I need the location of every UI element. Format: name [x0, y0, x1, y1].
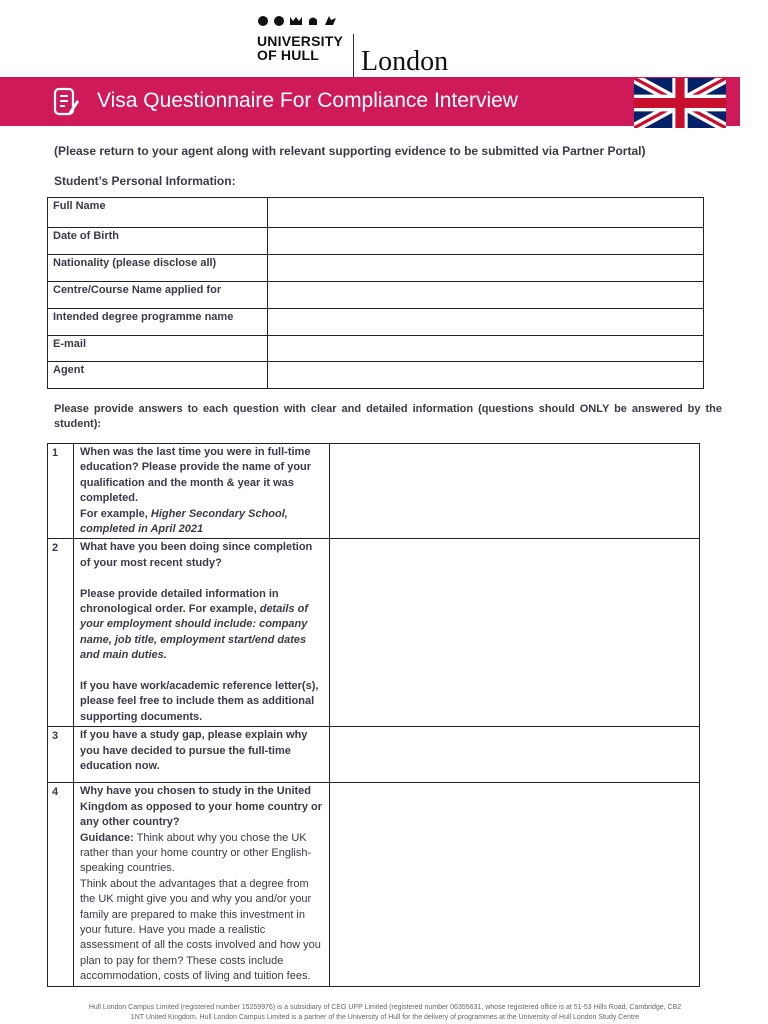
guidance-text: Think about why you chose the UK rather than your home country or other English-speaking countries.	[80, 831, 312, 875]
document-edit-icon	[52, 86, 80, 118]
question-1-prompt: When was the last time you were in full-time education? Please provide the name of your qualification and the month & year it was completed.	[80, 446, 312, 505]
university-name	[257, 34, 343, 62]
field-input-email[interactable]	[268, 336, 704, 362]
question-4-guidance-more: Think about the advantages that a degree from the UK might give you and why you and/or your family are prepared to make this investment in your future. Have you made a realistic assessment of all the costs involved and how you plan to pay for them? These costs include accommodation, costs of living and tuition fees.	[80, 877, 321, 983]
question-2-reference: If you have work/academic reference letter(s), please feel free to include them as additional supporting documents.	[80, 680, 319, 723]
question-1-text	[74, 444, 330, 539]
answer-4-field[interactable]	[330, 783, 700, 986]
field-label-centre-course: Centre/Course Name applied for	[48, 282, 268, 309]
table-row	[48, 444, 700, 539]
field-label-agent: Agent	[48, 362, 268, 389]
table-row	[48, 783, 700, 986]
guidance-label: Guidance:	[80, 831, 134, 844]
footer-legal-text	[40, 1003, 730, 1022]
logo-london: London	[361, 46, 449, 77]
field-input-degree-programme[interactable]	[268, 309, 704, 336]
footer-line-2: 1NT United Kingdom. Hull London Campus Limited is a partner of the University of Hull for the delivery of programmes at the University of Hull London Study Centre	[130, 1013, 640, 1021]
field-input-full-name[interactable]	[268, 198, 704, 228]
table-row	[48, 282, 704, 309]
field-label-date-of-birth: Date of Birth	[48, 228, 268, 255]
table-row	[48, 198, 704, 228]
question-4-guidance	[80, 831, 324, 877]
table-row	[48, 336, 704, 362]
crest-icon	[257, 14, 347, 28]
table-row	[48, 539, 700, 727]
field-input-centre-course[interactable]	[268, 282, 704, 309]
field-input-date-of-birth[interactable]	[268, 228, 704, 255]
detail-example: details of your employment should include: company name, job title, employment start/end dates and main duties.	[80, 603, 309, 662]
university-logo	[257, 14, 477, 77]
table-row	[48, 309, 704, 336]
personal-info-table	[47, 197, 704, 389]
questions-instructions: Please provide answers to each question with clear and detailed information (questions should ONLY be answered by the student):	[54, 403, 722, 430]
table-row	[48, 362, 704, 389]
question-3-prompt: If you have a study gap, please explain why you have decided to pursue the full-time education now.	[80, 729, 308, 773]
field-label-nationality: Nationality (please disclose all)	[48, 255, 268, 282]
table-row	[48, 727, 700, 783]
question-3-text	[74, 727, 330, 783]
field-input-agent[interactable]	[268, 362, 704, 389]
question-4-text	[74, 783, 330, 986]
footer-line-1: Hull London Campus Limited (registered number 15259976) is a subsidiary of CEG UPP Limited (registered number 06355631, whose registered office is at 51-53 Hills Road, Cambridge, CB2	[88, 1004, 682, 1011]
answer-1-field[interactable]	[330, 444, 700, 539]
logo-line-university: UNIVERSITY	[257, 33, 344, 49]
question-number: 4	[48, 783, 74, 986]
return-instructions: (Please return to your agent along with relevant supporting evidence to be submitted via Partner Portal)	[54, 144, 646, 158]
logo-line-of-hull: OF HULL	[257, 47, 320, 63]
answer-2-field[interactable]	[330, 539, 700, 727]
question-2-text	[74, 539, 330, 727]
field-input-nationality[interactable]	[268, 255, 704, 282]
field-label-full-name: Full Name	[48, 198, 268, 228]
page-title: Visa Questionnaire For Compliance Interview	[97, 89, 518, 112]
question-number: 3	[48, 727, 74, 783]
question-number: 1	[48, 444, 74, 539]
field-label-degree-programme: Intended degree programme name	[48, 309, 268, 336]
question-4-prompt: Why have you chosen to study in the United Kingdom as opposed to your home country or any other country?	[80, 785, 323, 829]
title-banner	[0, 77, 740, 126]
personal-info-heading: Student’s Personal Information:	[54, 174, 236, 188]
example-text: Higher Secondary School, completed in April 2021	[80, 507, 288, 536]
table-row	[48, 228, 704, 255]
example-prefix: For example,	[80, 507, 151, 520]
detail-prefix: Please provide detailed information in chronological order. For example,	[80, 587, 279, 616]
table-row	[48, 255, 704, 282]
question-2-detail	[80, 587, 324, 664]
questions-table	[47, 443, 700, 987]
question-2-prompt: What have you been doing since completion of your most recent study?	[80, 541, 313, 569]
uk-flag-icon	[634, 78, 726, 128]
question-1-example	[80, 507, 324, 538]
question-number: 2	[48, 539, 74, 727]
answer-3-field[interactable]	[330, 727, 700, 783]
logo-divider	[353, 34, 354, 78]
field-label-email: E-mail	[48, 336, 268, 362]
